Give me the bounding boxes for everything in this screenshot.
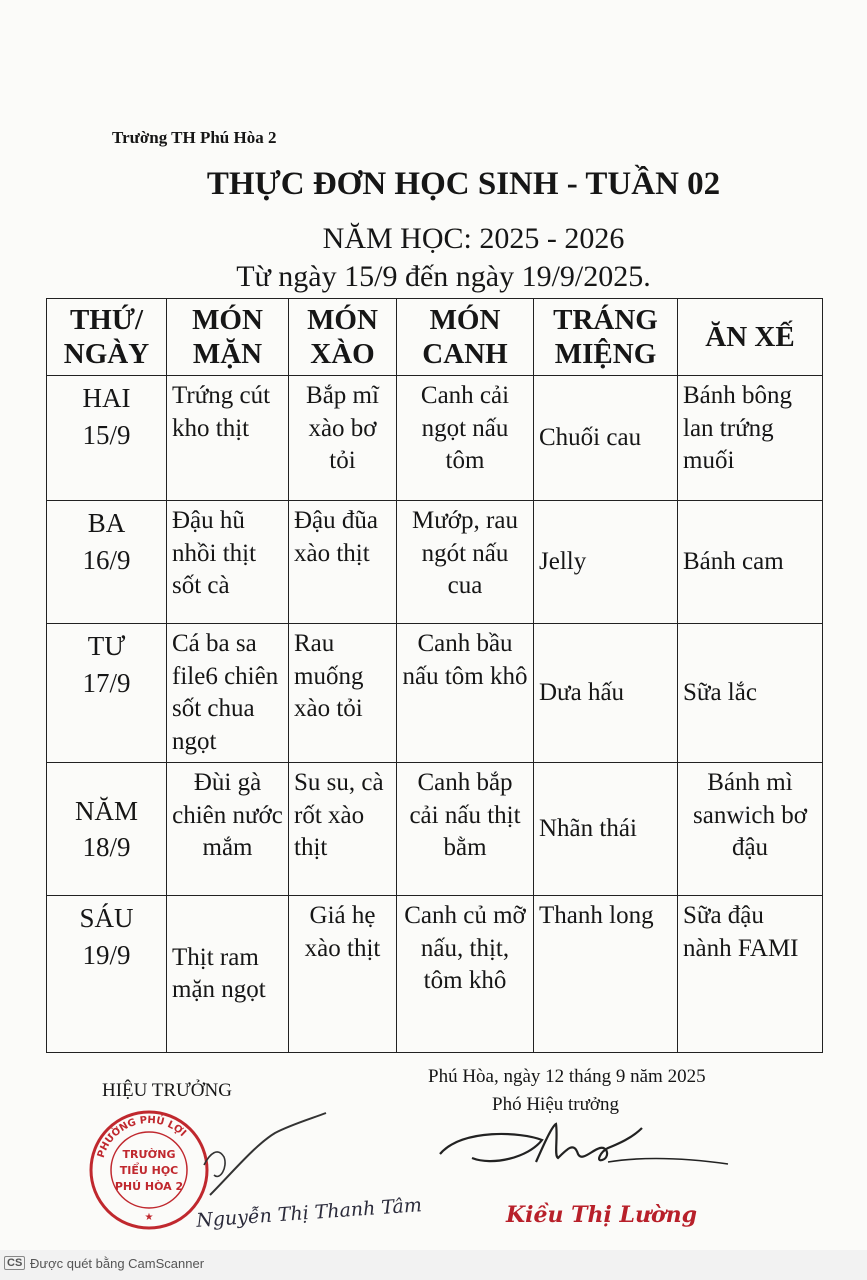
- xao-cell: Su su, cà rốt xào thịt: [289, 763, 397, 896]
- header-day: THỨ/ NGÀY: [47, 299, 167, 376]
- trang-mieng-cell: Jelly: [534, 501, 678, 624]
- man-cell: Đậu hũ nhồi thịt sốt cà: [167, 501, 289, 624]
- date-range: Từ ngày 15/9 đến ngày 19/9/2025.: [236, 260, 651, 293]
- header-man: MÓN MẶN: [167, 299, 289, 376]
- svg-text:TIỂU HỌC: TIỂU HỌC: [119, 1164, 179, 1177]
- principal-name: Nguyễn Thị Thanh Tâm: [195, 1194, 423, 1232]
- table-row: [47, 896, 823, 1053]
- xao-cell: Bắp mĩ xào bơ tỏi: [289, 376, 397, 501]
- table-header-row: [47, 299, 823, 376]
- document-title: THỰC ĐƠN HỌC SINH - TUẦN 02: [206, 166, 721, 202]
- principal-signature-icon: [200, 1105, 330, 1205]
- man-cell: Cá ba sa file6 chiên sốt chua ngọt: [167, 624, 289, 763]
- header-xao: MÓN XÀO: [289, 299, 397, 376]
- header-canh: MÓN CANH: [397, 299, 534, 376]
- man-cell: Thịt ram mặn ngọt: [167, 896, 289, 1053]
- xao-cell: Đậu đũa xào thịt: [289, 501, 397, 624]
- canh-cell: Canh củ mỡ nấu, thịt, tôm khô: [397, 896, 534, 1053]
- day-cell: TƯ 17/9: [47, 624, 167, 763]
- man-cell: Trứng cút kho thịt: [167, 376, 289, 501]
- canh-cell: Mướp, rau ngót nấu cua: [397, 501, 534, 624]
- table-row: [47, 501, 823, 624]
- vice-principal-name: Kiều Thị Lường: [506, 1202, 698, 1228]
- table-row: [47, 624, 823, 763]
- day-cell: SÁU 19/9: [47, 896, 167, 1053]
- canh-cell: Canh bắp cải nấu thịt bằm: [397, 763, 534, 896]
- scanner-footer: [0, 1250, 867, 1280]
- an-xe-cell: Bánh bông lan trứng muối: [678, 376, 823, 501]
- place-date: Phú Hòa, ngày 12 tháng 9 năm 2025: [428, 1066, 706, 1087]
- an-xe-cell: Sữa đậu nành FAMI: [678, 896, 823, 1053]
- svg-text:PHƯỜNG PHÚ LỢI: PHƯỜNG PHÚ LỢI: [95, 1114, 188, 1160]
- trang-mieng-cell: Nhãn thái: [534, 763, 678, 896]
- camscanner-logo-icon: CS: [4, 1256, 25, 1270]
- man-cell: Đùi gà chiên nước mắm: [167, 763, 289, 896]
- trang-mieng-cell: Dưa hấu: [534, 624, 678, 763]
- school-seal-icon: [84, 1090, 214, 1250]
- trang-mieng-cell: Thanh long: [534, 896, 678, 1053]
- an-xe-cell: Sữa lắc: [678, 624, 823, 763]
- school-name: Trường TH Phú Hòa 2: [112, 128, 277, 147]
- school-year: NĂM HỌC: 2025 - 2026: [322, 222, 625, 255]
- day-cell: NĂM 18/9: [47, 763, 167, 896]
- svg-text:PHÚ HÒA 2: PHÚ HÒA 2: [114, 1180, 184, 1193]
- canh-cell: Canh cải ngọt nấu tôm: [397, 376, 534, 501]
- an-xe-cell: Bánh cam: [678, 501, 823, 624]
- day-cell: BA 16/9: [47, 501, 167, 624]
- trang-mieng-cell: Chuối cau: [534, 376, 678, 501]
- table-row: [47, 376, 823, 501]
- scanner-watermark-text: Được quét bằng CamScanner: [30, 1256, 205, 1271]
- an-xe-cell: Bánh mì sanwich bơ đậu: [678, 763, 823, 896]
- vice-principal-signature-icon: [432, 1118, 732, 1184]
- xao-cell: Rau muống xào tỏi: [289, 624, 397, 763]
- principal-title: HIỆU TRƯỞNG: [102, 1080, 232, 1101]
- xao-cell: Giá hẹ xào thịt: [289, 896, 397, 1053]
- header-trang-mieng: TRÁNG MIỆNG: [534, 299, 678, 376]
- svg-text:★: ★: [144, 1212, 154, 1223]
- canh-cell: Canh bầu nấu tôm khô: [397, 624, 534, 763]
- table-row: [47, 763, 823, 896]
- header-an-xe: ĂN XẾ: [678, 299, 823, 376]
- menu-table: [46, 298, 823, 1053]
- vice-principal-title: Phó Hiệu trưởng: [492, 1094, 619, 1115]
- svg-text:TRƯỜNG: TRƯỜNG: [122, 1148, 176, 1161]
- day-cell: HAI 15/9: [47, 376, 167, 501]
